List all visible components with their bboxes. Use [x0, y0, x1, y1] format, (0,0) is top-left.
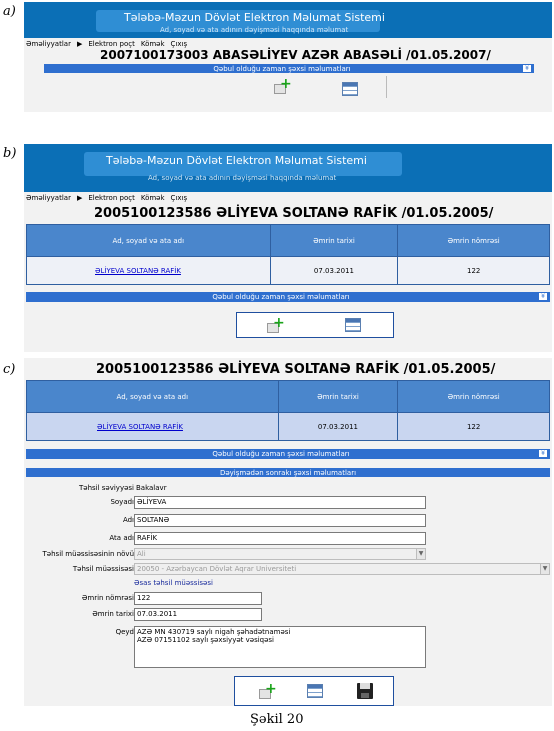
app-subtitle: Ad, soyad və ata adının dəyişməsi haqqında məlumat: [160, 26, 349, 34]
add-icon[interactable]: +: [259, 685, 275, 699]
menu-arrow-icon: ▶: [76, 40, 83, 48]
cell-date: 07.03.2011: [270, 257, 398, 285]
father-name-field[interactable]: RAFİK: [134, 532, 426, 545]
menu-item-exit[interactable]: Çıxış: [170, 194, 188, 202]
note-textarea[interactable]: AZƏ MN 430719 saylı nigah şəhadətnaməsi AZƏ 07151102 saylı şəxsiyyət vəsiqəsi: [134, 626, 426, 668]
menu-item-email[interactable]: Elektron poçt: [88, 40, 135, 48]
label-order-date: Əmrin tarixi: [92, 610, 134, 618]
person-title: 2007100173003 ABASƏLİYEV AZƏR ABASƏLİ /01.05.2007/: [100, 48, 491, 62]
menu-bar: [26, 194, 193, 202]
person-title: 2005100123586 ƏLİYEVA SOLTANƏ RAFİK /01.05.2005/: [96, 362, 496, 377]
orders-table: [26, 224, 550, 285]
app-header: [24, 144, 552, 192]
panel-c: [24, 358, 552, 706]
col-header-date: Əmrin tarixi: [278, 381, 398, 413]
label-order-number: Əmrin nömrəsi: [81, 594, 134, 602]
toolbar-divider: [386, 76, 387, 98]
toolbar: [234, 676, 394, 706]
order-number-field[interactable]: 122: [134, 592, 262, 605]
menu-bar: [26, 40, 193, 48]
chevron-down-icon[interactable]: ¥: [539, 450, 547, 457]
app-title: Tələbə-Məzun Dövlət Elektron Məlumat Sistemi: [106, 154, 367, 167]
label-c: c): [3, 362, 16, 377]
panel-b: [24, 144, 552, 352]
label-education-level: Təhsil səviyyəsi: [78, 484, 134, 492]
toolbar: [236, 312, 394, 338]
surname-field[interactable]: ƏLİYEVA: [134, 496, 426, 509]
chevron-down-icon: ▼: [540, 564, 549, 574]
menu-item-help[interactable]: Kömək: [140, 40, 165, 48]
orders-table: [26, 380, 550, 441]
chevron-down-icon: ▼: [416, 549, 425, 559]
education-level-value: Bakalavr: [136, 484, 167, 492]
label-note: Qeyd: [115, 628, 134, 636]
chevron-down-icon[interactable]: ¥: [539, 293, 547, 300]
cell-date: 07.03.2011: [278, 413, 398, 441]
table-row: [27, 257, 550, 285]
main-institution-link[interactable]: Əsas təhsil müəssisəsi: [134, 579, 213, 587]
person-title: 2005100123586 ƏLİYEVA SOLTANƏ RAFİK /01.05.2005/: [94, 206, 494, 221]
institution-type-select: Ali ▼: [134, 548, 426, 560]
app-subtitle: Ad, soyad və ata adının dəyişməsi haqqında məlumat: [148, 174, 337, 182]
app-title: Tələbə-Məzun Dövlət Elektron Məlumat Sistemi: [124, 11, 385, 24]
chevron-down-icon[interactable]: ¥: [523, 65, 531, 72]
institution-select: 20050 - Azərbaycan Dövlət Aqrar Universiteti ▼: [134, 563, 550, 575]
cell-number: 122: [398, 257, 550, 285]
menu-arrow-icon: ▶: [76, 194, 83, 202]
col-header-date: Əmrin tarixi: [270, 225, 398, 257]
col-header-name: Ad, soyad və ata adı: [27, 225, 271, 257]
table-icon[interactable]: [342, 82, 358, 96]
person-link[interactable]: ƏLİYEVA SOLTANƏ RAFİK: [97, 422, 183, 431]
panel-a: [24, 2, 552, 112]
section-bar-admission[interactable]: Qəbul olduğu zaman şəxsi məlumatları ¥: [44, 64, 534, 73]
label-father-name: Ata adı: [109, 534, 134, 542]
col-header-number: Əmrin nömrəsi: [398, 381, 550, 413]
label-surname: Soyadı: [110, 498, 134, 506]
app-header: [24, 2, 552, 38]
section-bar-admission[interactable]: Qəbul olduğu zaman şəxsi məlumatları ¥: [26, 292, 550, 302]
order-date-field[interactable]: 07.03.2011: [134, 608, 262, 621]
add-icon[interactable]: +: [267, 319, 283, 333]
cell-number: 122: [398, 413, 550, 441]
table-icon[interactable]: [345, 318, 361, 332]
add-icon[interactable]: +: [274, 80, 290, 94]
col-header-number: Əmrin nömrəsi: [398, 225, 550, 257]
menu-item-help[interactable]: Kömək: [140, 194, 165, 202]
label-name: Adı: [122, 516, 134, 524]
menu-item-email[interactable]: Elektron poçt: [88, 194, 135, 202]
section-bar-admission[interactable]: Qəbul olduğu zaman şəxsi məlumatları ¥: [26, 449, 550, 459]
menu-item-operations[interactable]: Əməliyyatlar: [26, 40, 71, 48]
figure-caption: Şəkil 20: [250, 712, 304, 727]
table-icon[interactable]: [307, 684, 323, 698]
label-b: b): [3, 146, 17, 161]
label-institution-type: Təhsil müəssisəsinin növü: [42, 550, 134, 558]
label-institution: Təhsil müəssisəsi: [72, 565, 134, 573]
label-a: a): [3, 4, 16, 19]
col-header-name: Ad, soyad və ata adı: [27, 381, 279, 413]
menu-item-operations[interactable]: Əməliyyatlar: [26, 194, 71, 202]
name-field[interactable]: SOLTANƏ: [134, 514, 426, 527]
person-link[interactable]: ƏLİYEVA SOLTANƏ RAFİK: [95, 266, 181, 275]
section-bar-after-change: Dəyişmədən sonrakı şəxsi məlumatları: [26, 468, 550, 477]
table-row: [27, 413, 550, 441]
menu-item-exit[interactable]: Çıxış: [170, 40, 188, 48]
save-icon[interactable]: [357, 683, 373, 699]
